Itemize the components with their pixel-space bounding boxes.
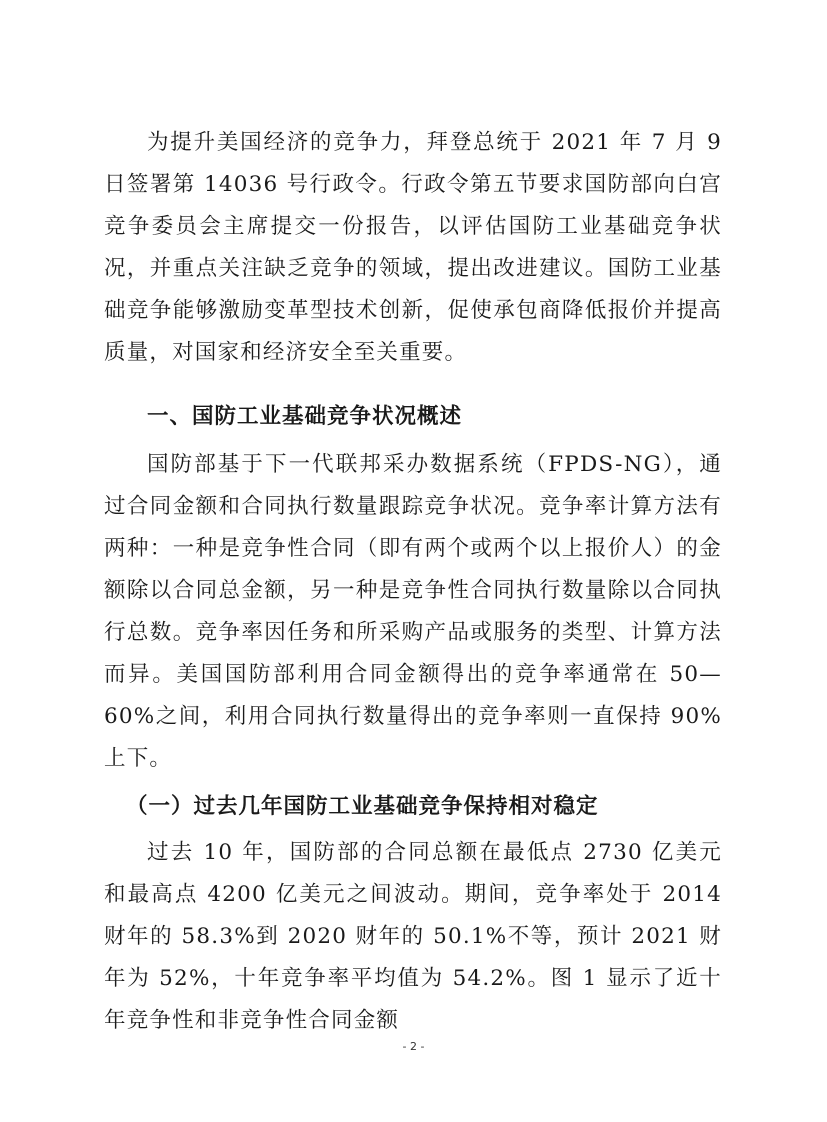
- page-number: - 2 -: [402, 1040, 425, 1053]
- document-body: [104, 122, 722, 1042]
- section-heading: 一、国防工业基础竞争状况概述: [147, 404, 463, 429]
- subsection-heading: （一）过去几年国防工业基础竞争保持相对稳定: [126, 794, 599, 819]
- intro-paragraph: 为提升美国经济的竞争力，拜登总统于 2021 年 7 月 9 日签署第 14036 号行政令。行政令第五节要求国防部向白宫竞争委员会主席提交一份报告，以评估国防工业基础竞争状况，并重点关注缺乏竞争的领域，提出改进建议。国防工业基础竞争能够激励变革型技术创新，促使承包商降低报价并提高质量，对国家和经济安全至关重要。: [104, 130, 722, 365]
- overview-paragraph: 国防部基于下一代联邦采办数据系统（FPDS-NG），通过合同金额和合同执行数量跟踪竞争状况。竞争率计算方法有两种：一种是竞争性合同（即有两个或两个以上报价人）的金额除以合同总金额，另一种是竞争性合同执行数量除以合同执行总数。竞争率因任务和所采购产品或服务的类型、计算方法而异。美国国防部利用合同金额得出的竞争率通常在 50—60%之间，利用合同执行数量得出的竞争率则一直保持 90%上下。: [104, 452, 722, 771]
- stability-paragraph: 过去 10 年，国防部的合同总额在最低点 2730 亿美元和最高点 4200 亿美元之间波动。期间，竞争率处于 2014 财年的 58.3%到 2020 财年的 50.1%不等，预计 2021 财年为 52%，十年竞争率平均值为 54.2%。图 1 显示了近十年竞争性和非竞争性合同金额: [104, 840, 722, 1033]
